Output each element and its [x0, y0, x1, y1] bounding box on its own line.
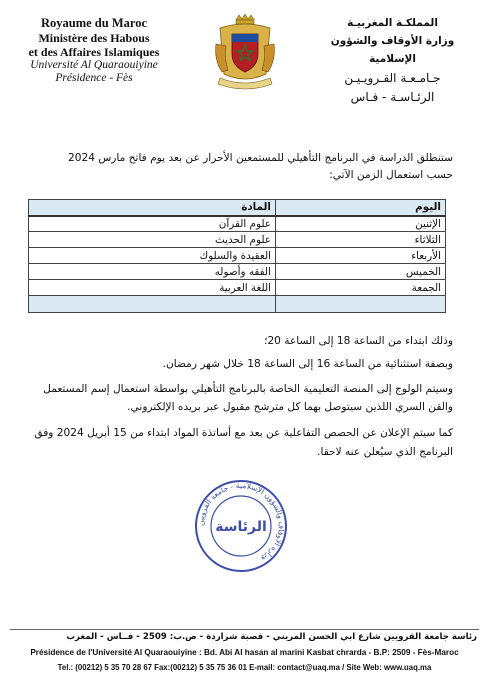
stamp-ring-text: وزارة الأوقاف والشؤون الإسلامية - جامعة القرويين	[195, 480, 287, 564]
day-cell: الأربعاء	[276, 248, 446, 264]
table-row	[29, 264, 446, 280]
presidency-stamp-icon	[193, 478, 289, 574]
university-name-ar: جـامـعـة القـرويـيـن	[344, 71, 441, 85]
table-row	[29, 248, 446, 264]
ministry-name-fr-2: et des Affaires Islamiques	[28, 45, 160, 59]
coat-of-arms-icon	[212, 14, 278, 92]
table-row	[29, 216, 446, 232]
stamp-center-text: الرئاسة	[215, 519, 267, 535]
ramadan-paragraph: وبصفة استثنائية من الساعة 16 إلى الساعة 18 خلال شهر رمضان.	[162, 358, 453, 370]
ministry-name-ar: وزارة الأوقاف والشؤون الإسلامية	[330, 35, 455, 65]
university-name-fr: Université Al Quaraouiyine	[30, 59, 158, 71]
footer-cell	[29, 296, 276, 313]
kingdom-name-ar: المملكـة المغربيـة	[347, 17, 438, 29]
subject-cell: الفقه وأصوله	[29, 264, 276, 280]
day-cell: الجمعة	[276, 280, 446, 296]
table-row	[29, 232, 446, 248]
footer-address-fr: Présidence de l'Université Al Quaraouiyine : Bd. Abi Al hasan al marini Kasbat chrarda - B.P: 2509 - Fès-Maroc	[30, 648, 459, 657]
subject-cell: اللغة العربية	[29, 280, 276, 296]
interactive-sessions-paragraph: كما سيتم الإعلان عن الحصص التفاعلية عن بعد مع أساتذة المواد ابتداء من 15 أبريل 2024 وفق البرنامج الذي سيُعلن عنه لاحقا.	[34, 427, 453, 458]
footer-contact: Tel.: (00212) 5 35 70 28 67 Fax:(00212) 5 35 75 36 01 E-mail: contact@uaq.ma / Site Web: www.uaq.ma	[57, 663, 432, 672]
schedule-table	[28, 199, 446, 313]
subject-cell: علوم الحديث	[29, 232, 276, 248]
subject-cell: علوم القرآن	[29, 216, 276, 232]
footer-divider	[10, 629, 479, 630]
intro-paragraph	[24, 150, 453, 184]
table-header-row	[29, 200, 446, 216]
header-subject: المادة	[29, 200, 276, 216]
day-cell: الإثنين	[276, 216, 446, 232]
platform-access-paragraph: وسيتم الولوج إلى المنصة التعليمية الخاصة بالبرنامج التأهيلي بواسطة استعمال إسم المستعمل والقن السري اللذين سيتوصل بهما كل مترشح مقبول عبر بريده الإلكتروني.	[43, 383, 453, 413]
ministry-name-fr-1: Ministère des Habous	[38, 31, 150, 45]
footer-cell	[276, 296, 446, 313]
presidency-fr: Présidence - Fès	[55, 72, 133, 84]
intro-line-1: ستنطلق الدراسة في البرنامج التأهيلي للمستمعين الأحرار عن بعد يوم فاتح مارس 2024	[68, 152, 453, 164]
time-paragraph: وذلك ابتداء من الساعة 18 إلى الساعة 20؛	[264, 335, 453, 347]
header-day: اليوم	[276, 200, 446, 216]
header-arabic-block	[310, 14, 475, 106]
header-french-block	[14, 16, 174, 85]
presidency-ar: الرئـاسـة - فـاس	[350, 90, 435, 104]
day-cell: الخميس	[276, 264, 446, 280]
kingdom-name-fr: Royaume du Maroc	[40, 16, 147, 30]
table-row	[29, 280, 446, 296]
intro-line-2: حسب استعمال الزمن الآتي:	[329, 169, 453, 181]
footer-address-ar: رئاسة جامعة القرويين شارع ابي الحسن المريني - قصبة شراردة - ص.ب: 2509 - فــاس - المغرب	[66, 632, 477, 642]
table-footer-row	[29, 296, 446, 313]
day-cell: الثلاثاء	[276, 232, 446, 248]
subject-cell: العقيدة والسلوك	[29, 248, 276, 264]
